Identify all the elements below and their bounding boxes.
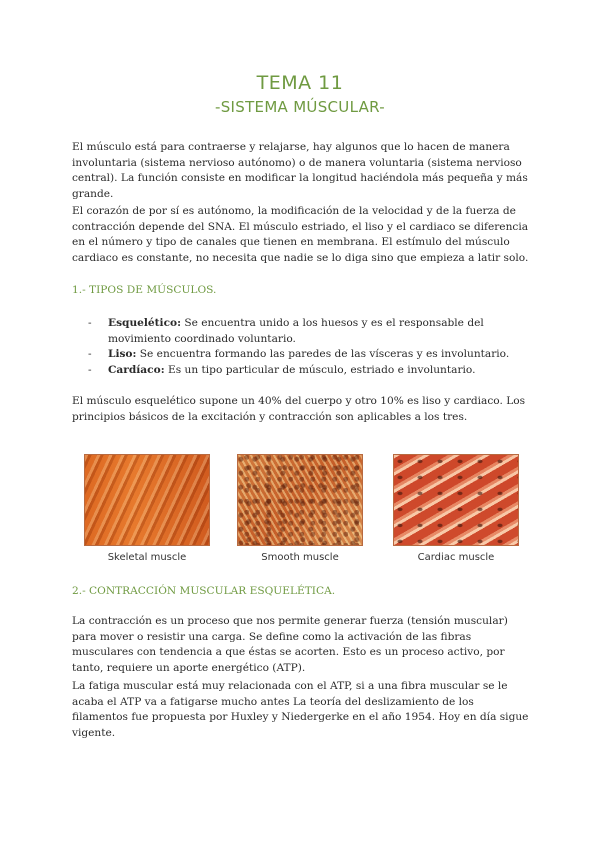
bullet-text: Se encuentra unido a los huesos y es el responsable del movimiento coordinado voluntario. [108, 317, 484, 345]
bullet-dash: - [88, 348, 92, 361]
fatigue-paragraph: La fatiga muscular está muy relacionada con el ATP, si a una fibra muscular se le acaba el ATP va a fatigarse mucho antes La teoría del deslizamiento de los filamentos fue propuesta por Huxley y Niedergerke en el año 1954. Hoy en día sigue vigente. [72, 680, 529, 740]
intro-paragraph: El músculo está para contraerse y relajarse, hay algunos que lo hacen de manera involuntaria (sistema nervioso autónomo) o de manera voluntaria (sistema nervioso central). La función consiste en modificar la longitud haciéndola más pequeña y más grande. [72, 141, 528, 201]
composition-paragraph: El músculo esquelético supone un 40% del cuerpo y otro 10% es liso y cardiaco. Los principios básicos de la excitación y contracción son aplicables a los tres. [72, 395, 526, 423]
figure-caption: Cardiac muscle [417, 552, 495, 563]
list-item [88, 316, 528, 347]
bullet-text: Se encuentra formando las paredes de las vísceras y es involuntario. [136, 348, 510, 361]
figure-caption: Smooth muscle [261, 552, 339, 563]
list-item [88, 363, 528, 379]
contraction-paragraph: La contracción es un proceso que nos permite generar fuerza (tensión muscular) para mover o resistir una carga. Se define como la activación de las fibras musculares con tendencia a que éstas se acorten. Esto es un proceso activo, por tanto, requiere un aporte energético (ATP). [72, 615, 508, 675]
heart-paragraph: El corazón de por sí es autónomo, la modificación de la velocidad y de la fuerza de contracción depende del SNA. El músculo estriado, el liso y el cardiaco se diferencia en el número y tipo de canales que tienen en membrana. El estímulo del músculo cardiaco es constante, no necesita que nadie se lo diga sino que empieza a latir solo. [72, 205, 529, 265]
bullet-term: Cardíaco: [108, 364, 165, 377]
figure-cardiac [393, 454, 519, 563]
figure-caption: Skeletal muscle [107, 552, 187, 563]
section-heading-contraction: 2.- CONTRACCIÓN MUSCULAR ESQUELÉTICA. [72, 585, 336, 597]
page-subtitle: -SISTEMA MÚSCULAR- [215, 98, 385, 116]
bullet-term: Esquelético: [108, 317, 181, 329]
figure-smooth [237, 454, 363, 563]
bullet-term: Liso: [108, 348, 137, 361]
skeletal-muscle-image [84, 454, 210, 546]
page-title: TEMA 11 [256, 72, 344, 94]
section-heading-muscle-types: 1.- TIPOS DE MÚSCULOS. [72, 284, 217, 296]
bullet-dash: - [88, 317, 92, 329]
bullet-dash: - [88, 364, 92, 377]
list-item [88, 347, 528, 363]
smooth-muscle-image [237, 454, 363, 546]
bullet-text: Es un tipo particular de músculo, estriado e involuntario. [164, 364, 476, 377]
muscle-type-list [88, 316, 528, 379]
cardiac-muscle-image [393, 454, 519, 546]
figure-skeletal [84, 454, 210, 563]
